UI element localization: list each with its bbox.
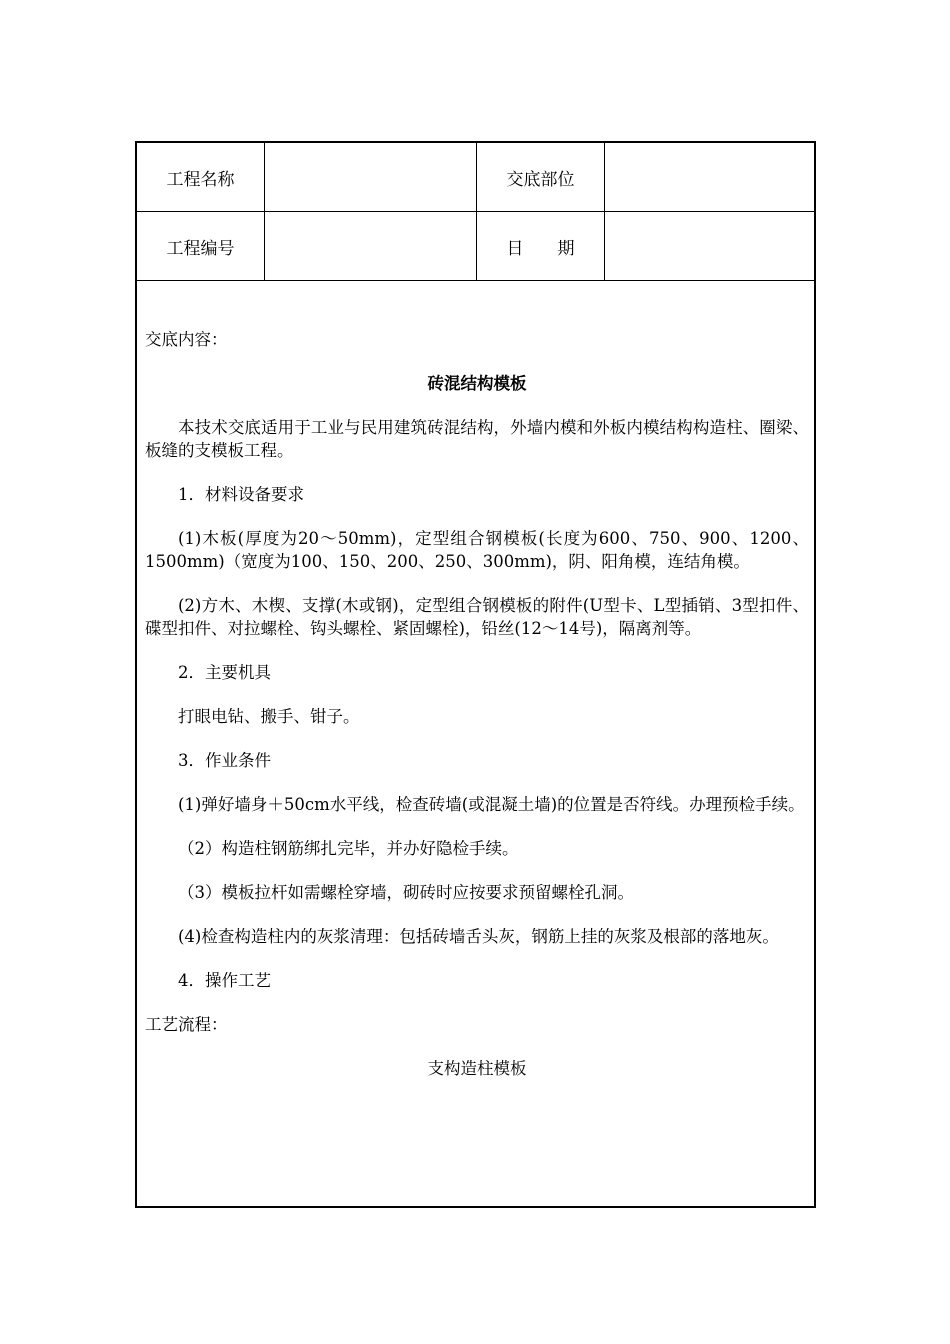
section-4-heading: 4．操作工艺 [178,971,271,990]
section-3-heading: 3．作业条件 [178,751,271,770]
section-1-heading: 1．材料设备要求 [178,485,304,504]
project-name-label: 工程名称 [166,169,235,190]
section-3-item-4: (4)检查构造柱内的灰浆清理：包括砖墙舌头灰，钢筋上挂的灰浆及根部的落地灰。 [178,927,779,946]
project-number-label: 工程编号 [166,238,235,259]
disclosure-part-field[interactable] [605,143,814,211]
date-label: 日 期 [506,238,575,259]
section-3-item-2: （2）构造柱钢筋绑扎完毕，并办好隐检手续。 [178,839,519,858]
section-3-item-1: (1)弹好墙身＋50cm水平线，检查砖墙(或混凝土墙)的位置是否符线。办理预检手续。 [178,795,805,814]
section-2-heading: 2．主要机具 [178,663,271,682]
section-1-item-2: (2)方木、木楔、支撑(木或钢)，定型组合钢模板的附件(U型卡、L型插销、3型扣件、碟型扣件、对拉螺栓、钩头螺栓、紧固螺栓)，铅丝(12～14号)，隔离剂等。 [145,596,809,638]
section-1-item-1: (1)木板(厚度为20～50mm)，定型组合钢模板(长度为600、750、900、1200、1500mm)（宽度为100、150、200、250、300mm)，阴、阳角模，连结角模。 [145,529,809,571]
process-flow-step: 支构造柱模板 [427,1059,527,1078]
project-name-field[interactable] [265,143,476,211]
section-3-item-3: （3）模板拉杆如需螺栓穿墙，砌砖时应按要求预留螺栓孔洞。 [178,883,634,902]
content-title: 砖混结构模板 [427,374,527,393]
section-2-text: 打眼电钻、搬手、钳子。 [178,707,360,726]
scope-paragraph: 本技术交底适用于工业与民用建筑砖混结构，外墙内模和外板内模结构构造柱、圈梁、板缝的支模板工程。 [145,418,809,460]
disclosure-content [145,328,809,1101]
disclosure-part-label: 交底部位 [506,169,575,190]
process-flow-label: 工艺流程： [145,1015,228,1034]
intro-label: 交底内容： [145,330,228,349]
disclosure-form [135,141,816,1208]
date-field[interactable] [605,212,814,280]
project-number-field[interactable] [265,212,476,280]
